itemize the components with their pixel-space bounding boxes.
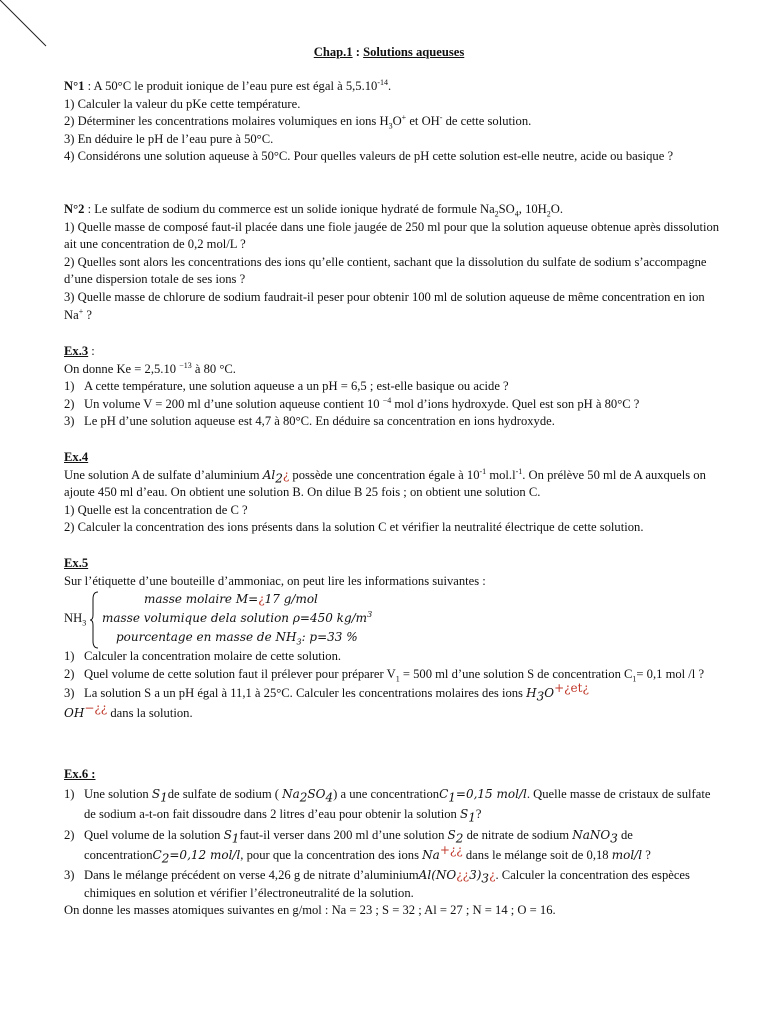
exercise-6-question-3: 3) Dans le mélange précédent on verse 4,26 g de nitrate $d’aluminiumAl(NO¿¿3)_3¿$. Calculer la concentration des espèces chimiques en solution et vérifier l’électroneutralité de la solution.	[64, 867, 690, 900]
mass-percent-line: pourcentage en masse de $NH_3$: p=33 %	[116, 630, 358, 647]
exercise-3-question-1: 1) A cette température, une solution aqueuse a un pH = 6,5 ; est-elle basique ou acide ?	[64, 379, 509, 394]
exercise-4-question-1: 1) Quelle est la concentration de C ?	[64, 502, 248, 517]
exercise-2-question-3: 3) Quelle masse de chlorure de sodium faudrait-il peser pour obtenir 100 ml de solution aqueuse de même concentration en ion Na+ ?	[64, 289, 705, 322]
exercise-3-question-3: 3) Le pH d’une solution aqueuse est 4,7 à 80°C. En déduire sa concentration en ions hydroxyde.	[64, 414, 555, 429]
density-line: masse volumique dela solution ρ=450 $kg/m^3$	[102, 610, 373, 626]
exercise-5-question-2: 2) Quel volume de cette solution faut il prélever pour préparer $V_1 = 500$ ml d’une solution S de concentration $C_1= 0,1$ mol /l ?	[64, 666, 705, 684]
exercise-3: Ex.3 : On donne Ke = 2,5.10 $^{-13}$ à 80 °C. 1) A cette température, une solution aqueuse a un pH = 6,5 ; est-elle basique ou acide ? 2) Un volume V = 200 ml d’une solution aqueuse contient 10 $^{-4}$ mol d’ions hydroxyde. Quel est son pH à 80°C ? 3) Le pH d’une solution aqueuse est 4,7 à 80°C. En déduire sa concentration en ions hydroxyde.	[64, 343, 724, 431]
exercise-1-question-4: 4) Considérons une solution aqueuse à 50°C. Pour quelles valeurs de pH cette solution est-elle neutre, acide ou basique ?	[64, 149, 674, 164]
exercise-5-question-3: 3) La solution S a un pH égal à 11,1 à 25°C. Calculer les concentrations molaires des ions $H_3O^{+¿et¿}$	[64, 681, 589, 704]
exercise-4-label: Ex.4	[64, 450, 89, 464]
exercise-2-label: N°2	[64, 202, 85, 216]
molar-mass-line: masse molaire M=¿17 g/mol	[144, 592, 318, 607]
exercise-6-question-2: 2) Quel volume de la solution $S_1faut-il$ verser dans 200 ml d’une solution $S_2$ de nitrate de sodium NaNO$_3$ de concentrationC$_2$=0,12 mol/l, pour que la concentration des ions Na+¿¿ dans le mélange soit de 0,18 mol/l ?	[64, 827, 651, 866]
atomic-masses-note: On donne les masses atomiques suivantes en g/mol : Na = 23 ; S = 32 ; Al = 27 ; N = 14 ; O = 16.	[64, 902, 556, 917]
page-corner-fold-line	[0, 0, 60, 60]
exercise-5: Ex.5 Sur l’étiquette d’une bouteille d’ammoniac, on peut lire les informations suivantes : $NH_3$ masse molaire M=¿17 g/mol masse volumique dela solution ρ=450 $kg/m^3$ pourcentage en masse de $NH_3$: p=33 % 1) Calculer la concentration molaire de cette solution. 2) Quel volume de cette solution faut il prélever pour préparer $V_1 = 500$ ml d’une solution S de concentration $C_1= 0,1$ mol /l ? 3) La solution S a un pH égal à 11,1 à 25°C. Calculer les concentrations molaires des ions $H_3O^{+¿et¿}$ OH−¿¿ dans la solution.	[64, 555, 724, 723]
page-title: Chap.1 : Solutions aqueuses	[313, 45, 465, 59]
exercise-5-intro: Sur l’étiquette d’une bouteille d’ammoniac, on peut lire les informations suivantes :	[64, 573, 486, 588]
exercise-5-question-1: 1) Calculer la concentration molaire de cette solution.	[64, 649, 342, 664]
exercise-3-label: Ex.3	[64, 344, 89, 358]
exercise-6	[64, 766, 724, 919]
ammonia-label-info: $NH_3$ masse molaire M=¿17 g/mol masse volumique dela solution ρ=450 $kg/m^3$ pourcentage en masse de $NH_3$: p=33 %	[64, 590, 724, 648]
exercise-1-label: N°1	[64, 79, 85, 93]
exercise-1-question-3: 3) En déduire le pH de l’eau pure à 50°C.	[64, 131, 274, 146]
exercise-3-question-2: 2) Un volume V = 200 ml d’une solution aqueuse contient 10 $^{-4}$ mol d’ions hydroxyde. Quel est son pH à 80°C ?	[64, 395, 640, 411]
exercise-6-question-1: 1) Une solution $S_1de$ sulfate de sodium ( $Na_2SO_4$) a une concentrationC$_1$=0,15 mol/l. Quelle masse de cristaux de sulfate de sodium a-t-on fait dissoudre dans 2 litres d’eau pour obtenir la solution $S_1$?	[64, 786, 711, 825]
chapter-subject: Solutions aqueuses	[363, 45, 465, 59]
chapter-label: Chap.1	[313, 45, 353, 59]
left-brace	[90, 591, 100, 649]
exercise-4-intro: Une solution A de sulfate d’aluminium $Al_2¿$ possède une concentration égale à $10^{-1}$ $mol.l^{-1}$. On prélève 50 ml de A auxquels on ajoute 450 ml d’eau. On obtient une solution B. On dilue B 25 fois ; on obtient une solution C.	[64, 466, 706, 500]
exercise-4	[64, 449, 724, 537]
exercise-1: N°1 : A 50°C le produit ionique de l’eau pure est égal à $5,5.10^{-14}$. 1) Calculer la valeur du pKe cette température. 2) Déterminer les concentrations molaires volumiques en ions $H_3O^+$ et OH- de cette solution. 3) En déduire le pH de l’eau pure à 50°C. 4) Considérons une solution aqueuse à 50°C. Pour quelles valeurs de pH cette solution est-elle neutre, acide ou basique ?	[64, 78, 724, 166]
exercise-6-label: Ex.6 :	[64, 767, 96, 781]
exercise-1-question-2: 2) Déterminer les concentrations molaires volumiques en ions $H_3O^+$ et OH- de cette solution.	[64, 113, 532, 131]
exercise-2: N°2 : Le sulfate de sodium du commerce est un solide ionique hydraté de formule $Na_2SO_4$, $10H_2O$. 1) Quelle masse de composé faut-il placée dans une fiole jaugée de 250 ml pour que la solution aqueuse obtenue après dissolution ait une concentration de 0,2 mol/L ? 2) Quelles sont alors les concentrations des ions qu’elle contient, sachant que la dissolution du sulfate de sodium s’accompagne d’une dispersion totale de ses ions ? 3) Quelle masse de chlorure de sodium faudrait-il peser pour obtenir 100 ml de solution aqueuse de même concentration en ion Na+ ?	[64, 201, 724, 324]
exercise-2-question-2: 2) Quelles sont alors les concentrations des ions qu’elle contient, sachant que la dissolution du sulfate de sodium s’accompagne d’une dispersion totale de ses ions ?	[64, 254, 707, 287]
exercise-2-question-1: 1) Quelle masse de composé faut-il placée dans une fiole jaugée de 250 ml pour que la solution aqueuse obtenue après dissolution ait une concentration de 0,2 mol/L ?	[64, 219, 720, 252]
exercise-5-label: Ex.5	[64, 556, 89, 570]
exercise-1-question-1: 1) Calculer la valeur du pKe cette température.	[64, 96, 301, 111]
exercise-4-question-2: 2) Calculer la concentration des ions présents dans la solution C et vérifier la neutralité électrique de cette solution.	[64, 520, 644, 535]
